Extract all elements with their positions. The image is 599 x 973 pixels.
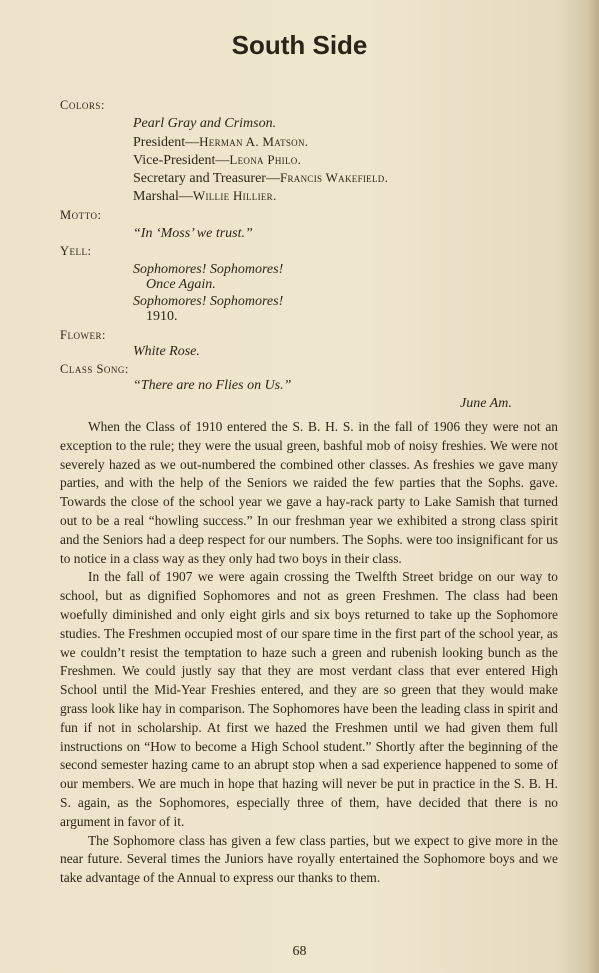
marshal-line (133, 188, 277, 205)
history-paragraph: The Sophomore class has given a few class parties, but we expect to give more in the near future. Several times the Juniors have royally entertained the Sophomore boys and we take advantage of the Annual to express our thanks to them. (60, 832, 558, 886)
marshal-name: Willie Hillier. (192, 188, 277, 203)
flower-label: Flower: (60, 328, 106, 342)
vice-president-name: Leona Philo. (229, 152, 302, 167)
class-song-label: Class Song: (60, 362, 129, 376)
vice-president-role: Vice-President— (133, 153, 230, 168)
page-title: South Side (231, 30, 368, 60)
secretary-line (133, 170, 388, 187)
page-number: 68 (292, 944, 307, 959)
class-song-value: “There are no Flies on Us.” (133, 378, 292, 393)
marshal-role: Marshal— (133, 189, 193, 204)
history-paragraph: When the Class of 1910 entered the S. B. H. S. in the fall of 1906 they were not an exception to the rule; they were the usual green, bashful mob of noisy freshies. We were not severely hazed as we out-numbered the combined other classes. As freshies we gave many parties, and with the help of the Seniors we raided the few parties that the Sophs. gave. Towards the close of the school year we gave a hay-rack party to Lake Samish that turned out to be a real “howling success.” In our freshman year we exhibited a strong class spirit and the Seniors had a deep respect for our numbers. The Sophs. were too insignificant for us to notice in a class way as they only had two boys in their class. (60, 419, 558, 566)
colors-value: Pearl Gray and Crimson. (133, 116, 277, 131)
secretary-name: Francis Wakefield. (279, 170, 389, 185)
vice-president-line (133, 152, 301, 169)
page-edge (585, 0, 599, 973)
class-history-text (60, 418, 558, 888)
president-role: President— (133, 135, 200, 150)
secretary-role: Secretary and Treasurer— (133, 171, 280, 186)
history-paragraph: In the fall of 1907 we were again crossing the Twelfth Street bridge on our way to school, but as dignified Sophomores and not as green Freshmen. The class had been woefully diminished and only eight girls and six boys returned to take up the Sophomore studies. The Freshmen occupied most of our spare time in the first part of the school year, as we couldn’t resist the temptation to haze such a green and rubenish looking bunch as the Freshmen. We could justly say that they are most verdant class that ever entered High School until the Mid-Year Freshies entered, and they are so green that they would make grass look like hay in comparison. The Sophomores have been the leading class in spirit and fun if not in scholarship. At first we hazed the Freshmen until we had given them full instructions on “How to become a High School student.” Shortly after the beginning of the second semester hazing came to an abrupt stop when a sad experience happened to some of our members. We are much in hope that hazing will never be put in practice in the S. B. H. S. again, as the Sophomores, especially three of them, have decided that there is no argument in favor of it. (60, 569, 558, 829)
yell-year: 1910. (146, 309, 178, 324)
yell-label: Yell: (60, 244, 92, 258)
president-line (133, 134, 308, 151)
yell-line: Sophomores! Sophomores! (133, 262, 284, 277)
yell-line: Sophomores! Sophomores! (133, 294, 284, 309)
president-name: Herman A. Matson. (199, 134, 309, 149)
yell-line: Once Again. (146, 277, 216, 292)
colors-label: Colors: (60, 98, 105, 112)
author-signature: June Am. (460, 396, 512, 411)
motto-value: “In ‘Moss’ we trust.” (133, 226, 253, 241)
flower-value: White Rose. (133, 344, 200, 359)
motto-label: Motto: (60, 208, 102, 222)
